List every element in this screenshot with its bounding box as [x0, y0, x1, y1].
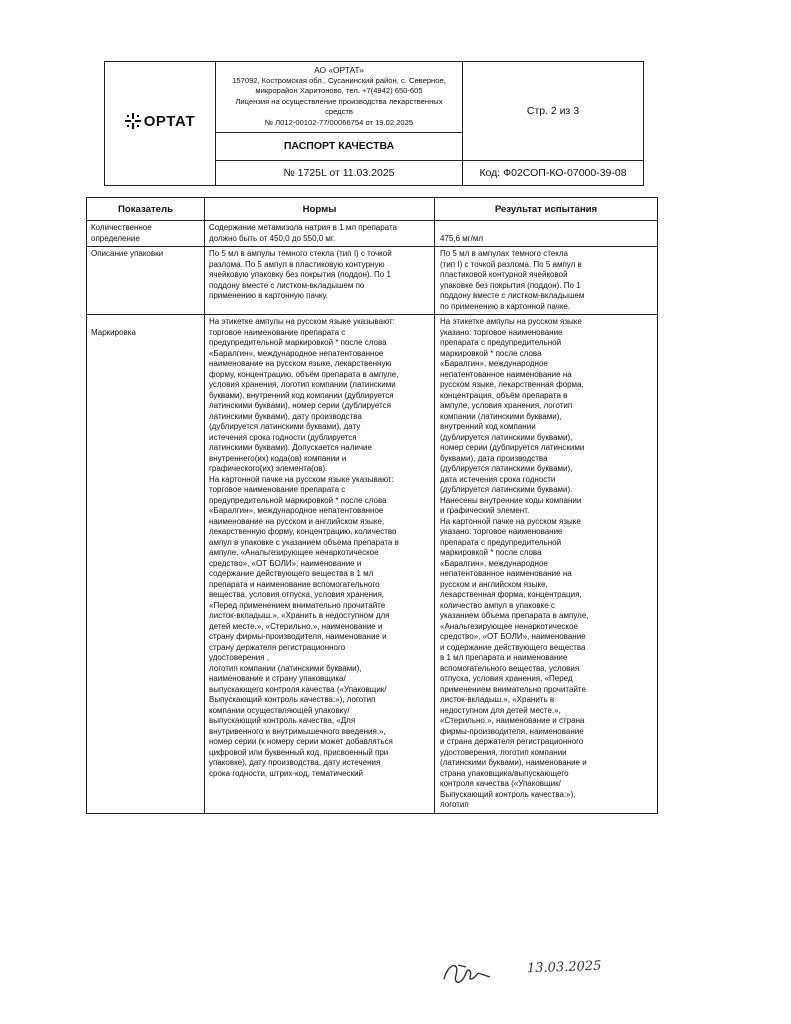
handwritten-signature [438, 955, 508, 995]
cell-line: (тип I) с точкой разлома. По 5 ампул в [440, 259, 582, 269]
cell-line: торговое наименование препарата с [209, 485, 346, 494]
table-row [87, 315, 658, 814]
cell-line: должно быть от 450,0 до 550,0 мг. [209, 233, 336, 243]
cell-line: Количественное [91, 223, 152, 232]
cell-line: по применению в картонной пачке. [440, 301, 571, 311]
cell-line: внутренний код компании [440, 422, 536, 431]
cell-line: (латинскими буквами), наименование и [440, 758, 587, 767]
cell-line: условия хранения, логотип компании (латинскими [209, 380, 396, 389]
cell-line: упаковке без покрытия (поддон). По 1 [440, 280, 581, 290]
cell-line: латинскими буквами), номер серии (дублируется [209, 401, 391, 410]
logo-mark-icon [125, 113, 141, 129]
cell-line: буквами), внутренний код компании (дублируется [209, 390, 394, 400]
cell-line: «Баралгин», международное [440, 359, 548, 368]
company-name: АО «ОРТАТ» [314, 65, 364, 75]
cell-line: дата истечения срока годности [440, 474, 556, 484]
cell-line: препарата с предупредительной [440, 338, 562, 347]
cell-line: препарата и наименование вспомогательного [209, 579, 380, 589]
cell-line: удостоверения, логотип компании [440, 747, 567, 757]
cell-line: листок-вкладыш.», «Хранить в недоступном для [209, 611, 390, 620]
cell-line: лекарственную форму, концентрацию, количество [209, 527, 397, 536]
cell-line: применением внимательно прочитайте [440, 684, 586, 694]
indicator-cell [87, 315, 205, 814]
result-cell [435, 315, 658, 814]
cell-line: поддону вместе с листком-вкладышем [440, 291, 585, 300]
result-cell [435, 221, 658, 247]
cell-line: логотип компании (латинскими буквами), [209, 663, 362, 673]
cell-line: логотип [440, 800, 469, 809]
norm-cell [205, 221, 435, 247]
cell-line: Содержание метамизола натрия в 1 мл препарата [209, 223, 397, 232]
cell-line: Выпускающий контроль качества:»), логотип [209, 695, 376, 704]
cell-line: лекарственная форма, концентрация, [440, 590, 582, 599]
cell-line: номер серии (дублируется латинскими [440, 443, 585, 452]
passport-number: № 1725L от 11.03.2025 [216, 160, 463, 185]
document-title: ПАСПОРТ КАЧЕСТВА [216, 132, 463, 160]
cell-line: наименование на русском языке, лекарственную [209, 359, 392, 368]
cell-line: номер серии (к номеру серии может добавляться [209, 737, 393, 746]
cell-line [440, 223, 653, 234]
cell-line: русском и английском языке, [440, 579, 548, 589]
signature-date: 13.03.2025 [526, 958, 602, 977]
cell-line: На этикетке ампулы на русском языке [440, 317, 582, 326]
quality-table [86, 197, 658, 814]
cell-line: маркировкой * после слова [440, 548, 542, 557]
cell-line: в 1 мл препарата и наименование [440, 653, 568, 662]
indicator-cell [87, 247, 205, 315]
address-line: микрорайон Харитоново, тел. +7(4942) 650-605 [255, 86, 423, 96]
cell-line: контроля качества («Упаковщик/ [440, 779, 561, 788]
cell-line: страну фирмы-производителя, наименование и [209, 632, 387, 641]
column-header: Результат испытания [435, 198, 658, 221]
cell-line: отпуска, условия хранения, «Перед [440, 674, 573, 683]
cell-line: (дублируется латинскими буквами), дату [209, 422, 361, 431]
cell-line: указанием объема препарата в ампуле, [440, 611, 589, 620]
cell-line: истечения срока годности (дублируется [209, 432, 357, 442]
address-line: 157092, Костромская обл., Сусанинский район, с. Северное, [232, 75, 446, 85]
cell-line: Описание упаковки [91, 249, 164, 258]
cell-line: Нанесены внутренние коды компании [440, 495, 582, 505]
column-header: Нормы [205, 198, 435, 221]
cell-line: поддону вместе с листком-вкладышем по [209, 280, 365, 290]
page-number: Стр. 2 из 3 [463, 62, 644, 161]
cell-line: На этикетке ампулы на русском языке указывают: [209, 317, 395, 326]
cell-line: компании осуществляющей упаковку/ [209, 705, 350, 715]
cell-line: По 5 мл в ампулах темного стекла [440, 249, 568, 258]
cell-line: 475,6 мг/мл [440, 233, 484, 243]
cell-line: разлома. По 5 ампул в пластиковую контурную [209, 259, 385, 269]
cell-line: ячейковую упаковку без покрытия (поддон). По 1 [209, 270, 391, 279]
cell-line: страну держателя регистрационного [209, 642, 346, 652]
license-line: средств [325, 107, 353, 117]
norm-cell [205, 315, 435, 814]
table-header-row [87, 198, 658, 221]
cell-line: непатентованное наименование на [440, 369, 572, 379]
cell-line: Выпускающий контроль качества:»), [440, 789, 576, 799]
cell-line: (дублируется латинскими буквами), [440, 464, 573, 473]
cell-line: фирмы-производителя, наименование [440, 726, 584, 736]
cell-line: буквами), дата производства [440, 453, 548, 463]
cell-line: непатентованное наименование на [440, 569, 572, 578]
cell-line: вспомогательного вещества, условия [440, 663, 580, 673]
cell-line: Маркировка [91, 327, 136, 337]
cell-line: «Перед применением внимательно прочитайте [209, 600, 386, 610]
cell-line: русском языке, лекарственная форма, [440, 380, 584, 389]
cell-line: определение [91, 233, 140, 243]
license-number: № Л012-00102-77/00066754 от 19.02.2025 [264, 117, 414, 127]
cell-line: латинскими буквами). Допускается наличие [209, 443, 372, 452]
cell-line: детей месте.», «Стерильно.», наименование и [209, 621, 383, 631]
cell-line: средство», «ОТ БОЛИ», наименование и [209, 558, 362, 568]
cell-line: На картонной пачке на русском языке [440, 516, 581, 526]
cell-line: концентрация, объём препарата в [440, 390, 568, 400]
cell-line: торговое наименование препарата с [209, 327, 346, 337]
cell-line: вещества, условия отпуска, условия хранения, [209, 590, 385, 599]
cell-line: листок-вкладыш.», «Хранить в [440, 695, 555, 704]
cell-line: наименование на русском и английском языке, [209, 516, 385, 526]
cell-line: предупредительной маркировкой * после слова [209, 495, 387, 505]
cell-line: применению в картонную пачку. [209, 291, 328, 300]
cell-line: предупредительной маркировкой * после слова [209, 338, 387, 347]
cell-line: форму, концентрацию, объём препарата в ампуле, [209, 369, 399, 379]
cell-line: указано: торговое наименование [440, 527, 563, 536]
table-row [87, 221, 658, 247]
cell-line: содержание действующего вещества в 1 мл [209, 569, 374, 578]
cell-line: и содержание действующего вещества [440, 642, 586, 652]
logo-text: ОРТАТ [143, 112, 196, 130]
cell-line: На картонной пачке на русском языке указывают: [209, 474, 394, 484]
cell-line: маркировкой * после слова [440, 348, 542, 358]
cell-line: (дублируется латинскими буквами). [440, 485, 573, 494]
document-code: Код: Ф02СОП-КО-07000-39-08 [463, 160, 644, 185]
passport-header [104, 61, 644, 186]
cell-line: цифровой или буквенный код, присвоенный при [209, 747, 389, 757]
result-cell [435, 247, 658, 315]
cell-line: ампуле, «Анальгезирующее ненаркотическое [209, 548, 379, 557]
column-header: Показатель [87, 198, 205, 221]
cell-line: компании (латинскими буквами), [440, 411, 562, 421]
cell-line: «Баралгин», международное непатентованное [209, 506, 384, 515]
cell-line: внутривенного и внутримышечного введения.», [209, 726, 386, 736]
cell-line: «Баралгин», международное непатентованное [209, 348, 384, 358]
cell-line: удостоверения , [209, 653, 270, 662]
cell-line: «Стерильно.», наименование и страна [440, 716, 585, 725]
cell-line: внутреннего(их) кода(ов) компании и [209, 453, 347, 463]
cell-line: и графический элемент. [440, 506, 530, 515]
cell-line: препарата с предупредительной [440, 537, 562, 547]
cell-line: графического(их) элемента(ов). [209, 464, 328, 473]
cell-line: пластиковой контурной ячейковой [440, 270, 568, 279]
cell-line: По 5 мл в ампулы темного стекла (тип I) с точкой [209, 249, 392, 258]
cell-line [91, 317, 200, 328]
company-logo [125, 113, 195, 130]
cell-line: выпускающего контроля качества («Упаковщик/ [209, 684, 387, 694]
cell-line: «Баралгин», международное [440, 558, 548, 568]
cell-line: средство», «ОТ БОЛИ», наименование [440, 632, 586, 641]
cell-line: наименование и страну упаковщика/ [209, 674, 346, 683]
cell-line: латинскими буквами), дату производства [209, 411, 362, 421]
license-line: Лицензия на осуществление производства лекарственных [235, 96, 443, 106]
cell-line: и страна держателя регистрационного [440, 737, 584, 746]
cell-line: «Анальгезирующее ненаркотическое [440, 621, 578, 631]
company-info [216, 62, 463, 133]
cell-line: ампуле, условия хранения, логотип [440, 401, 573, 410]
cell-line: выпускающий контроль качества, «Для [209, 716, 356, 725]
logo-cell [105, 62, 216, 186]
norm-cell [205, 247, 435, 315]
table-row [87, 247, 658, 315]
cell-line: срока годности, штрих-код, тематический [209, 768, 363, 778]
cell-line: недоступном для детей месте.», [440, 705, 561, 715]
cell-line: количество ампул в упаковке с [440, 600, 555, 610]
cell-line: страна упаковщика/выпускающего [440, 768, 569, 778]
cell-line: ампул в упаковке с указанием объема препарата в [209, 537, 399, 547]
cell-line: указано: торговое наименование [440, 327, 563, 337]
cell-line: (дублируется латинскими буквами), [440, 432, 573, 442]
indicator-cell [87, 221, 205, 247]
cell-line: упаковке), дату производства, дату истечения [209, 758, 381, 767]
